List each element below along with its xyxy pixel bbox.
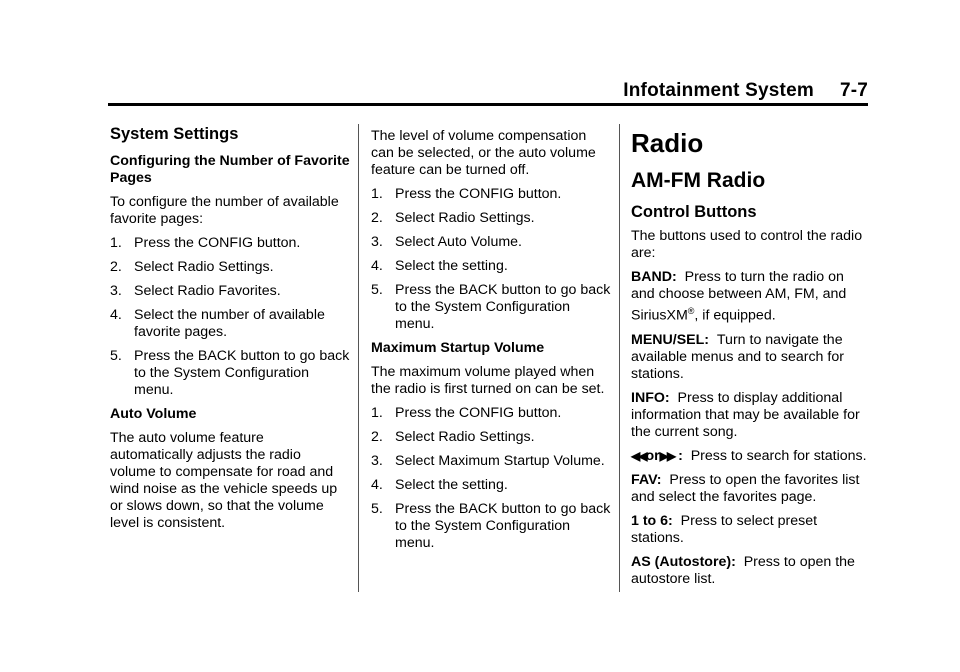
list-item: 4. Select the setting. (371, 477, 508, 493)
definition-seek: ◀◀or▶▶ : Press to search for stations. (631, 447, 867, 464)
column-divider (619, 124, 620, 592)
section-title: Infotainment System (623, 80, 814, 101)
definition-autostore: AS (Autostore): Press to open the autostore list. (631, 553, 855, 587)
seek-forward-icon: ▶▶ (659, 448, 675, 463)
column-1 (110, 126, 350, 539)
paragraph: The maximum volume played when the radio is first turned on can be set. (371, 364, 605, 397)
column-divider (358, 124, 359, 592)
definition-info: INFO: Press to display additional information that may be available for the current song. (631, 389, 860, 440)
subheading: Auto Volume (110, 406, 197, 422)
heading-radio: Radio (631, 128, 704, 158)
list-item: 4. Select the setting. (371, 258, 508, 274)
list-item: 1. Press the CONFIG button. (371, 405, 562, 421)
section-heading: System Settings (110, 125, 239, 143)
list-item: 3. Select Auto Volume. (371, 234, 522, 250)
subheading: Configuring the Number of Favorite Pages (110, 153, 350, 186)
paragraph: The auto volume feature automatically adjusts the radio volume to compensate for road and wind noise as the vehicle speeds up or slows down, so that the volume level is consistent. (110, 430, 338, 531)
column-2 (371, 128, 611, 559)
paragraph: The buttons used to control the radio are: (631, 228, 863, 261)
list-item: 1. Press the CONFIG button. (110, 235, 301, 251)
list-item: 2. Select Radio Settings. (110, 259, 274, 275)
definition-band: BAND: Press to turn the radio on and choose between AM, FM, and SiriusXM®, if equipped. (631, 269, 847, 324)
list-item: 5. Press the BACK button to go back to the System Configuration menu. (110, 348, 350, 398)
heading-am-fm: AM-FM Radio (631, 169, 766, 192)
header-rule (108, 103, 868, 106)
list-item: 3. Select Radio Favorites. (110, 283, 281, 299)
list-item: 2. Select Radio Settings. (371, 429, 535, 445)
page-number: 7-7 (839, 80, 868, 101)
definition-menu: MENU/SEL: Turn to navigate the available menus and to search for stations. (631, 331, 844, 382)
list-item: 2. Select Radio Settings. (371, 210, 535, 226)
list-item: 5. Press the BACK button to go back to the System Configuration menu. (371, 501, 611, 551)
list-item: 1. Press the CONFIG button. (371, 186, 562, 202)
list-item: 5. Press the BACK button to go back to the System Configuration menu. (371, 282, 611, 332)
definition-fav: FAV: Press to open the favorites list and select the favorites page. (631, 471, 860, 505)
seek-back-icon: ◀◀ (631, 448, 646, 463)
page-header (623, 80, 868, 102)
list-item: 4. Select the number of available favorite pages. (110, 307, 325, 340)
heading-control-buttons: Control Buttons (631, 203, 757, 221)
list-item: 3. Select Maximum Startup Volume. (371, 453, 605, 469)
paragraph: To configure the number of available favorite pages: (110, 194, 339, 227)
subheading: Maximum Startup Volume (371, 340, 545, 356)
definition-presets: 1 to 6: Press to select preset stations. (631, 512, 818, 546)
column-3 (631, 128, 871, 595)
paragraph: The level of volume compensation can be selected, or the auto volume feature can be turned off. (371, 128, 596, 178)
